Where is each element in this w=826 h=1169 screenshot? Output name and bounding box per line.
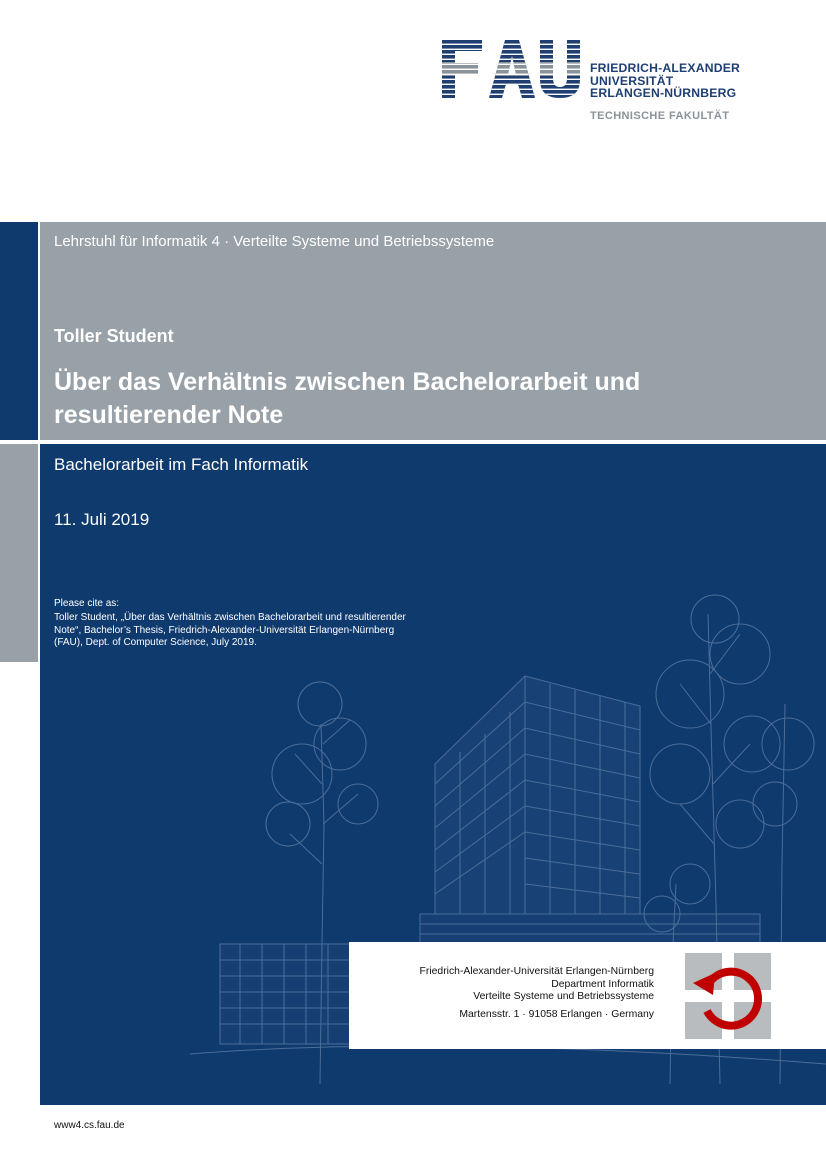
- author-name: Toller Student: [54, 326, 174, 346]
- thesis-date: 11. Juli 2019: [54, 510, 150, 529]
- university-name: FRIEDRICH-ALEXANDER UNIVERSITÄT ERLANGEN-NÜRNBERG: [590, 61, 741, 101]
- chair-logo-icon: [685, 953, 771, 1039]
- citation-label: Please cite as:: [54, 598, 120, 609]
- left-accent-blue: [0, 222, 38, 440]
- address-street: Martensstr. 1 · 91058 Erlangen · Germany: [459, 1008, 654, 1020]
- chair-name: Lehrstuhl für Informatik 4 · Verteilte Systeme und Betriebssysteme: [54, 233, 495, 250]
- address-box: [349, 942, 826, 1049]
- footer-url: www4.cs.fau.de: [54, 1120, 125, 1131]
- address-university: Friedrich-Alexander-Universität Erlangen-Nürnberg: [419, 966, 654, 977]
- faculty-name: TECHNISCHE FAKULTÄT: [590, 110, 730, 122]
- address-text: [420, 966, 654, 1021]
- citation-text: Toller Student, „Über das Verhältnis zwischen Bachelorarbeit und resultierender Note“, Bachelor’s Thesis, Friedrich-Alexander-Universität Erlangen-Nürnberg (FAU), Dept. of Computer Science, July 2019.: [54, 612, 406, 649]
- address-department: Department Informatik: [551, 978, 654, 990]
- thesis-title: Über das Verhältnis zwischen Bachelorarbeit und resultierender Note: [54, 368, 641, 429]
- left-accent-gray: [0, 444, 38, 662]
- address-chair: Verteilte Systeme und Betriebssysteme: [473, 991, 654, 1003]
- fau-wordmark-icon: [442, 40, 580, 98]
- thesis-type: Bachelorarbeit im Fach Informatik: [54, 455, 309, 474]
- title-panel: [40, 222, 826, 440]
- fau-logo: [442, 40, 782, 130]
